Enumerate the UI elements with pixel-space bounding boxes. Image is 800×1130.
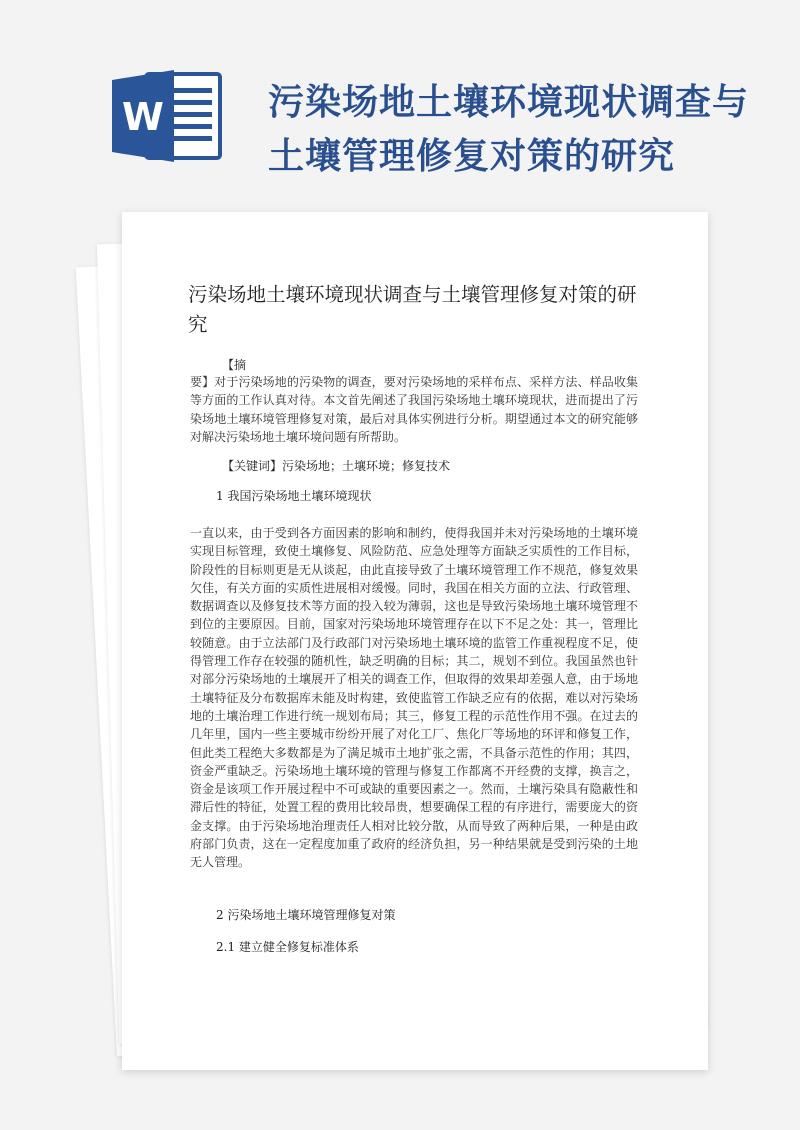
document-content	[122, 212, 708, 1070]
section-heading-2: 2 污染场地土壤环境管理修复对策	[216, 908, 396, 922]
svg-text:W: W	[122, 95, 164, 139]
header-title-line-2: 土壤管理修复对策的研究	[268, 135, 676, 177]
section-1-body: 一直以来，由于受到各方面因素的影响和制约，使得我国并未对污染场地的土壤环境实现目标管理，致使土壤修复、风险防范、应急处理等方面缺乏实质性的工作目标，阶段性的目标则更是无从谈起，由此直接导致了土壤环境管理工作不规范，修复效果欠佳，有关方面的实质性进展相对缓慢。同时，我国在相关方面的立法、行政管理、数据调查以及修复技术等方面的投入较为薄弱，这也是导致污染场地土壤环境管理不到位的主要原因。目前，国家对污染场地环境管理存在以下不足之处：其一，管理比较随意。由于立法部门及行政部门对污染场地土壤环境的监管工作重视程度不足，使得管理工作存在较强的随机性，缺乏明确的目标；其二，规划不到位。我国虽然也针对部分污染场地的土壤展开了相关的调查工作，但取得的效果却差强人意，由于场地土壤特征及分布数据库未能及时构建，致使监管工作缺乏应有的依据，难以对污染场地的土壤治理工作进行统一规划布局；其三，修复工程的示范性作用不强。在过去的几年里，国内一些主要城市纷纷开展了对化工厂、焦化厂等场地的环评和修复工作，但此类工程绝大多数都是为了满足城市土地扩张之需，不具备示范性的作用；其四，资金严重缺乏。污染场地土壤环境的管理与修复工作都离不开经费的支撑，换言之，资金是该项工作开展过程中不可或缺的重要因素之一。然而，土壤污染具有隐蔽性和滞后性的特征，处置工程的费用比较昂贵，想要确保工程的有序进行，需要庞大的资金支撑。由于污染场地治理责任人相对比较分散，从而导致了两种后果，一种是由政府部门负责，这在一定程度加重了政府的经济负担，另一种结果就是受到污染的土地无人管理。	[190, 526, 638, 870]
document-page	[122, 212, 708, 1070]
header-title-line-1: 污染场地土壤环境现状调查与	[268, 81, 750, 123]
document-title: 污染场地土壤环境现状调查与土壤管理修复对策的研究	[188, 283, 637, 336]
abstract-heading: 【摘	[222, 358, 247, 372]
subsection-heading-2-1: 2.1 建立健全修复标准体系	[216, 940, 359, 954]
header	[0, 0, 800, 210]
section-heading-1: 1 我国污染场地土壤环境现状	[216, 489, 372, 503]
abstract-text: 要】对于污染场地的污染物的调查，要对污染场地的采样布点、采样方法、样品收集等方面的工作认真对待。本文首先阐述了我国污染场地土壤环境现状，进而提出了污染场地土壤环境管理修复对策，最后对具体实例进行分析。期望通过本文的研究能够对解决污染场地土壤环境问题有所帮助。	[190, 375, 638, 444]
word-document-icon	[112, 70, 224, 162]
keywords: 【关键词】污染场地；土壤环境；修复技术	[222, 459, 451, 473]
